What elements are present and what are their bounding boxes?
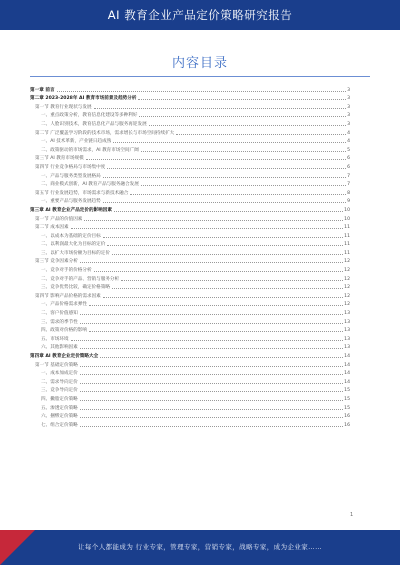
toc-entry[interactable]	[30, 376, 350, 385]
toc-entry-label: 二、政策驱动的市场需求，AI 教育市场空间广阔	[41, 147, 139, 153]
toc-entry-label: 二、商业模式创新，AI 教育产品与服务融合发展	[41, 182, 139, 188]
toc-entry-label: 一、产品价格需求弹性	[41, 302, 87, 308]
toc-entry[interactable]	[30, 213, 350, 222]
toc-entry-page: 9	[347, 199, 350, 205]
toc-entry-label: 三、需求的季节性	[41, 319, 78, 325]
toc-entry-page: 13	[344, 328, 350, 334]
toc-entry[interactable]	[30, 93, 350, 102]
toc-entry-label: 三、以扩大市场份额为目标的定价	[41, 250, 110, 256]
toc-entry-page: 10	[344, 216, 350, 222]
toc-entry-label: 一、产品与服务类型发展格局	[41, 173, 101, 179]
toc-leader-dots	[80, 314, 343, 315]
toc-entry-label: 第一章 前言	[30, 87, 55, 93]
toc-entry-label: 二、竞争对手的产品、营销与服务分析	[41, 276, 120, 282]
toc-leader-dots	[138, 99, 346, 100]
toc-leader-dots	[80, 417, 343, 418]
toc-entry-page: 4	[347, 139, 350, 145]
toc-leader-dots	[80, 366, 343, 367]
toc-entry-page: 12	[344, 259, 350, 265]
toc-entry-page: 16	[344, 422, 350, 428]
toc-entry[interactable]	[30, 101, 350, 110]
toc-entry-page: 6	[347, 164, 350, 170]
report-title: AI 教育企业产品定价策略研究报告	[107, 8, 293, 22]
toc-entry-page: 12	[344, 268, 350, 274]
toc-entry[interactable]	[30, 359, 350, 368]
toc-entry[interactable]	[30, 239, 350, 248]
table-of-contents	[30, 84, 350, 428]
toc-entry-label: 第四节 行业竞争格局与市场集中度	[35, 164, 106, 170]
toc-entry-page: 13	[344, 336, 350, 342]
toc-entry-page: 13	[344, 319, 350, 325]
toc-entry-label: 第三节 AI 教育市场规模	[35, 156, 84, 162]
toc-leader-dots	[176, 134, 346, 135]
toc-entry-label: 二、人脸识别技术，教育信息化产品与服务再迎发展	[41, 121, 147, 127]
toc-entry-label: 六、捆绑定价策略	[41, 414, 78, 420]
toc-entry-page: 14	[344, 371, 350, 377]
toc-entry[interactable]	[30, 161, 350, 170]
toc-entry[interactable]	[30, 230, 350, 239]
toc-entry[interactable]	[30, 136, 350, 145]
toc-entry[interactable]	[30, 299, 350, 308]
toc-entry-label: 七、组合定价策略	[41, 422, 78, 428]
toc-leader-dots	[80, 374, 343, 375]
toc-leader-dots	[141, 151, 346, 152]
toc-entry-page: 12	[344, 276, 350, 282]
toc-entry-label: 四、政策对价格的影响	[41, 328, 87, 334]
toc-entry-label: 第二章 2023-2028年 AI 教育市场前景及趋势分析	[30, 96, 137, 102]
toc-entry-page: 7	[347, 173, 350, 179]
toc-leader-dots	[80, 383, 343, 384]
toc-entry[interactable]	[30, 290, 350, 299]
page-number: 1	[350, 512, 354, 518]
toc-entry[interactable]	[30, 393, 350, 402]
toc-entry-label: 第四节 影响产品价格的需求因素	[35, 293, 101, 299]
toc-entry-page: 3	[347, 87, 350, 93]
toc-entry-page: 14	[344, 362, 350, 368]
toc-leader-dots	[107, 245, 343, 246]
toc-entry-page: 11	[344, 233, 350, 239]
toc-leader-dots	[112, 288, 343, 289]
toc-leader-dots	[141, 185, 346, 186]
toc-entry-label: 一、重点政策分析，教育信息化建设等多种利好	[41, 113, 138, 119]
toc-entry-page: 16	[344, 414, 350, 420]
toc-entry-page: 14	[344, 354, 350, 359]
toc-entry-label: 一、重要产品与服务发展趋势	[41, 199, 101, 205]
toc-entry[interactable]	[30, 144, 350, 153]
toc-entry-page: 3	[347, 113, 350, 119]
toc-leader-dots	[121, 280, 343, 281]
toc-entry-page: 12	[344, 285, 350, 291]
toc-leader-dots	[89, 331, 343, 332]
toc-entry-page: 4	[347, 130, 350, 136]
toc-entry-label: 四、撇脂定价策略	[41, 396, 78, 402]
toc-leader-dots	[100, 357, 343, 358]
toc-leader-dots	[114, 211, 343, 212]
toc-leader-dots	[94, 108, 346, 109]
toc-entry[interactable]	[30, 307, 350, 316]
toc-leader-dots	[113, 142, 346, 143]
toc-leader-dots	[57, 91, 346, 92]
toc-entry[interactable]	[30, 350, 350, 359]
toc-leader-dots	[80, 323, 343, 324]
toc-entry[interactable]	[30, 170, 350, 179]
toc-entry[interactable]	[30, 110, 350, 119]
toc-entry-label: 第四章 AI 教育企业定价策略大全	[30, 354, 99, 359]
toc-entry-page: 12	[344, 293, 350, 299]
toc-entry-page: 12	[344, 302, 350, 308]
toc-entry[interactable]	[30, 127, 350, 136]
toc-leader-dots	[86, 159, 346, 160]
toc-leader-dots	[94, 271, 344, 272]
toc-entry[interactable]	[30, 333, 350, 342]
toc-entry-label: 第三章 AI 教育企业产品定价的影响因素	[30, 207, 112, 213]
toc-leader-dots	[149, 125, 346, 126]
toc-entry[interactable]	[30, 196, 350, 205]
toc-entry-page: 3	[347, 121, 350, 127]
toc-entry-label: 第一节 基础定价策略	[35, 362, 78, 368]
toc-entry[interactable]	[30, 247, 350, 256]
toc-entry[interactable]	[30, 325, 350, 334]
toc-leader-dots	[103, 177, 346, 178]
toc-entry[interactable]	[30, 179, 350, 188]
toc-leader-dots	[103, 237, 343, 238]
toc-leader-dots	[80, 409, 343, 410]
toc-entry[interactable]	[30, 282, 350, 291]
toc-entry-page: 10	[344, 207, 350, 213]
toc-leader-dots	[80, 426, 343, 427]
toc-leader-dots	[139, 116, 346, 117]
toc-leader-dots	[80, 400, 343, 401]
toc-entry[interactable]	[30, 411, 350, 420]
toc-leader-dots	[80, 262, 343, 263]
toc-entry-page: 5	[347, 147, 350, 153]
toc-entry[interactable]	[30, 118, 350, 127]
toc-entry-label: 第二节 成本因素	[35, 225, 69, 231]
toc-entry-label: 第一节 教育行业现状与发展	[35, 104, 92, 110]
toc-entry-label: 一、竞争对手的价格分析	[41, 268, 92, 274]
toc-heading: 内容目录	[171, 56, 228, 71]
toc-entry-label: 二、需求导向定价	[41, 379, 78, 385]
toc-divider	[30, 76, 370, 77]
toc-leader-dots	[103, 297, 343, 298]
toc-entry[interactable]	[30, 204, 350, 213]
toc-entry-page: 11	[344, 250, 350, 256]
toc-entry-label: 五、渗透定价策略	[41, 405, 78, 411]
toc-entry-page: 7	[347, 182, 350, 188]
toc-entry-page: 14	[344, 379, 350, 385]
toc-entry[interactable]	[30, 419, 350, 428]
toc-entry-label: 二、客户价值感知	[41, 311, 78, 317]
toc-entry[interactable]	[30, 316, 350, 325]
toc-leader-dots	[80, 391, 343, 392]
toc-leader-dots	[84, 220, 343, 221]
toc-entry-label: 一、AI 技术革新，产业链日趋成熟	[41, 139, 112, 145]
toc-leader-dots	[71, 228, 344, 229]
toc-entry-label: 二、以利润最大化为目标的定价	[41, 242, 106, 248]
toc-entry[interactable]	[30, 153, 350, 162]
toc-entry-label: 五、市场环境	[41, 336, 69, 342]
toc-entry-label: 第一节 产品的价值因素	[35, 216, 83, 222]
toc-entry-label: 六、其他影响因素	[41, 345, 78, 351]
toc-entry[interactable]	[30, 264, 350, 273]
toc-entry-page: 15	[344, 396, 350, 402]
toc-entry-page: 11	[344, 225, 350, 231]
toc-leader-dots	[89, 305, 343, 306]
toc-entry[interactable]	[30, 402, 350, 411]
toc-entry-label: 三、竞争优势比较，确定价格策略	[41, 285, 110, 291]
toc-entry-page: 6	[347, 156, 350, 162]
toc-leader-dots	[130, 194, 346, 195]
toc-leader-dots	[71, 340, 344, 341]
toc-entry-label: 第五节 行业发展趋势，市场需求与新技术融合	[35, 190, 129, 196]
toc-entry-label: 第三节 竞争因素分析	[35, 259, 78, 265]
toc-entry-label: 一、成本加成定价	[41, 371, 78, 377]
toc-entry[interactable]	[30, 84, 350, 93]
toc-entry-label: 第二节 广泛覆盖学习阶段的技术市场，需求增长与市场空间持续扩大	[35, 130, 175, 136]
footer-slogan: 让每个人都能成为 行业专家，管理专家，营销专家，战略专家，成为企业家……	[78, 543, 322, 551]
toc-leader-dots	[107, 168, 346, 169]
toc-entry[interactable]	[30, 256, 350, 265]
toc-leader-dots	[80, 348, 343, 349]
toc-entry-page: 3	[347, 96, 350, 102]
toc-entry-page: 13	[344, 311, 350, 317]
toc-entry-label: 一、以成本为基础的定价目标	[41, 233, 101, 239]
toc-entry[interactable]	[30, 273, 350, 282]
toc-leader-dots	[112, 254, 343, 255]
toc-entry-label: 三、竞争导向定价	[41, 388, 78, 394]
toc-entry-page: 15	[344, 405, 350, 411]
toc-entry[interactable]	[30, 187, 350, 196]
toc-leader-dots	[103, 202, 346, 203]
toc-entry[interactable]	[30, 342, 350, 351]
toc-entry-page: 15	[344, 388, 350, 394]
toc-entry[interactable]	[30, 385, 350, 394]
toc-entry[interactable]	[30, 368, 350, 377]
toc-entry-page: 8	[347, 190, 350, 196]
toc-entry-page: 11	[344, 242, 350, 248]
toc-entry-page: 13	[344, 345, 350, 351]
toc-entry[interactable]	[30, 222, 350, 231]
toc-entry-page: 3	[347, 104, 350, 110]
